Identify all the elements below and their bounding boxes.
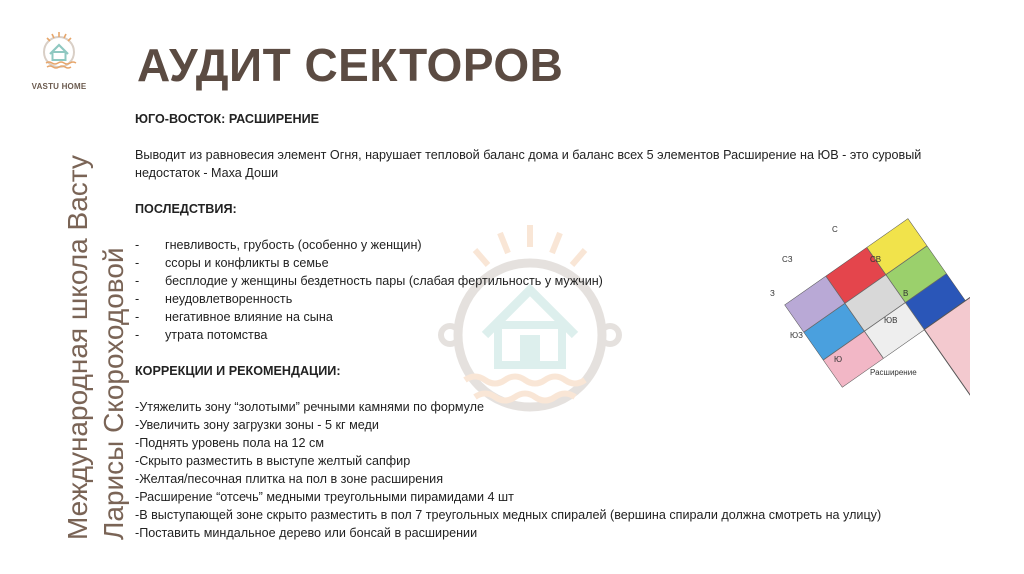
sidebar-line-2: Ларисы Скороходовой — [98, 247, 129, 540]
list-item: - ссоры и конфликты в семье — [135, 254, 1005, 272]
list-item: -Увеличить зону загрузки зоны - 5 кг меди — [135, 418, 379, 432]
list-item: -Утяжелить зону “золотыми” речными камнями по формуле — [135, 400, 484, 414]
section-description: Выводит из равновесия элемент Огня, нарушает тепловой баланс дома и баланс всех 5 элементов Расширение на ЮВ - это суровый недостаток - Маха Доши — [135, 148, 922, 180]
vastu-home-logo — [22, 30, 96, 110]
consequences-heading: ПОСЛЕДСТВИЯ: — [135, 202, 237, 216]
label-west: З — [770, 289, 775, 298]
floor-plan-diagram — [770, 210, 970, 430]
label-northwest: СЗ — [782, 255, 793, 264]
list-item: -Поднять уровень пола на 12 см — [135, 436, 324, 450]
list-item: - бесплодие у женщины бездетность пары (слабая фертильность у мужчин) — [135, 272, 1005, 290]
list-item: -В выступающей зоне скрыто разместить в пол 7 треугольных медных спиралей (вершина спирали должна смотреть на улицу) — [135, 508, 882, 522]
label-southwest: ЮЗ — [790, 331, 803, 340]
sidebar-line-1: Международная школа Васту — [62, 155, 93, 540]
sidebar-vertical-title — [60, 155, 132, 540]
list-item: - неудовлетворенность — [135, 290, 1005, 308]
list-item: - негативное влияние на сына — [135, 308, 1005, 326]
list-item: -Желтая/песочная плитка на пол в зоне расширения — [135, 472, 444, 486]
label-north: С — [832, 225, 838, 234]
section-heading: ЮГО-ВОСТОК: РАСШИРЕНИЕ — [135, 112, 320, 126]
logo-text: VASTU HOME — [31, 82, 87, 91]
list-item: -Расширение “отсечь” медными треугольными пирамидами 4 шт — [135, 490, 514, 504]
label-northeast: СВ — [870, 255, 882, 264]
label-extension: Расширение — [870, 368, 917, 377]
label-southeast: ЮВ — [884, 316, 898, 325]
corrections-heading: КОРРЕКЦИИ И РЕКОМЕНДАЦИИ: — [135, 364, 341, 378]
list-item: - гневливость, грубость (особенно у женщин) — [135, 236, 1005, 254]
list-item: - утрата потомства — [135, 326, 1005, 344]
list-item: -Скрыто разместить в выступе желтый сапфир — [135, 454, 411, 468]
label-east: В — [903, 289, 909, 298]
house-sun-icon — [39, 30, 79, 80]
label-south: Ю — [834, 355, 843, 364]
page-title: АУДИТ СЕКТОРОВ — [137, 39, 564, 91]
list-item: -Поставить миндальное дерево или бонсай в расширении — [135, 526, 478, 540]
